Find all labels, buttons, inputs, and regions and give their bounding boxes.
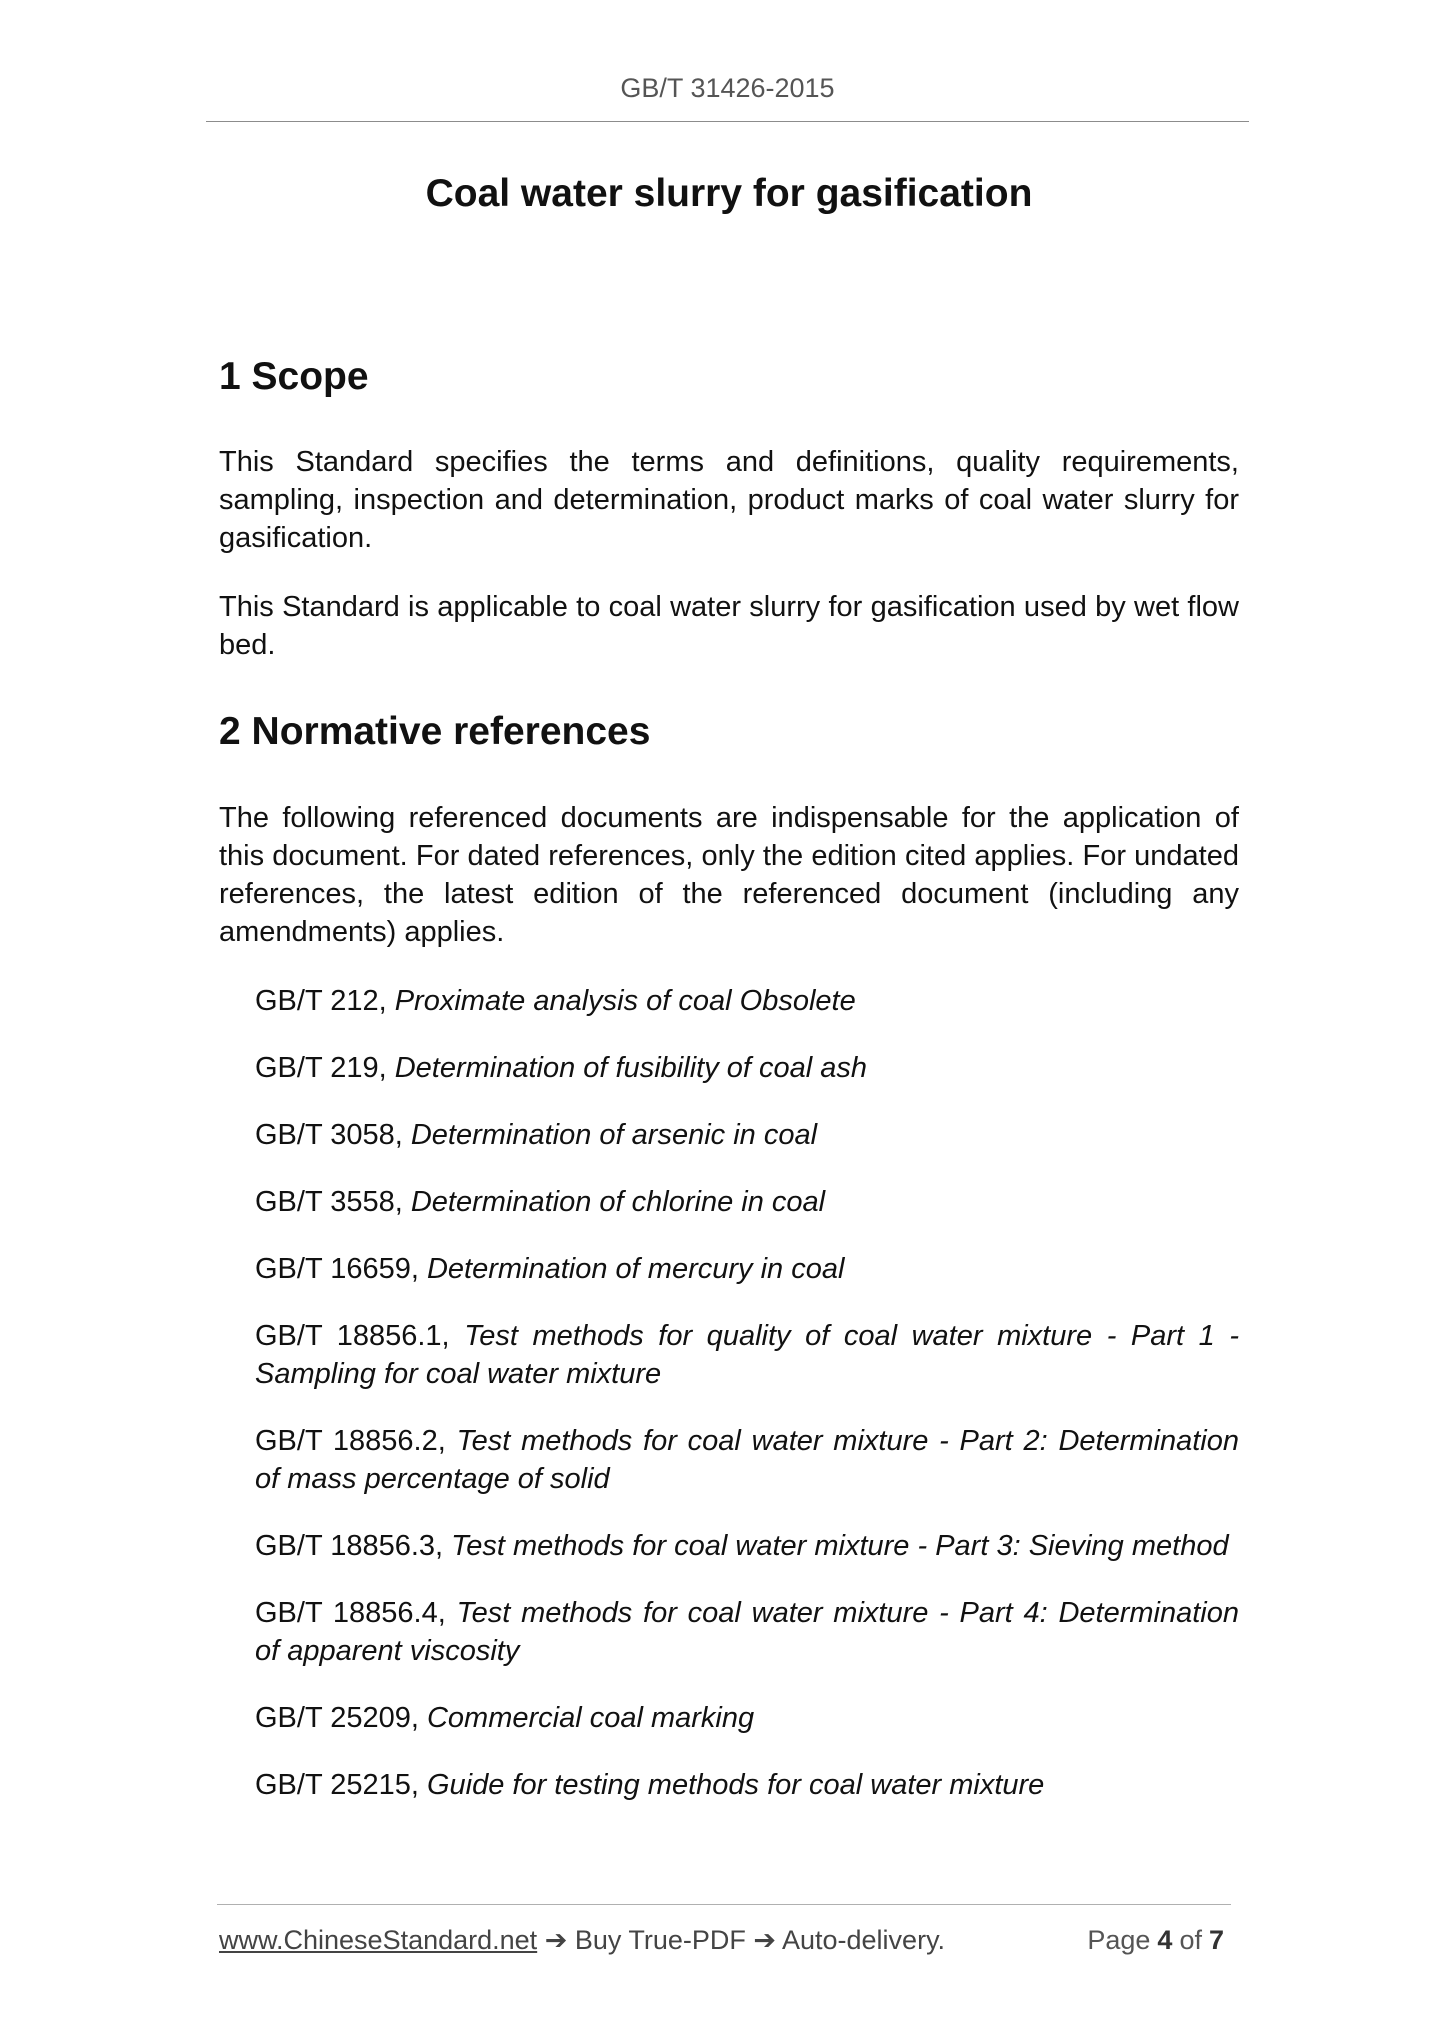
reference-title: Determination of mercury in coal — [426, 1253, 845, 1285]
footer-divider — [217, 1904, 1231, 1905]
footer-tagline: ➔ Buy True-PDF ➔ Auto-delivery. — [537, 1925, 946, 1955]
reference-title: Determination of arsenic in coal — [410, 1119, 818, 1151]
reference-title: Determination of fusibility of coal ash — [394, 1052, 868, 1084]
reference-title: Determination of chlorine in coal — [410, 1186, 826, 1218]
section-heading-normative-references: 2 Normative references — [219, 710, 651, 753]
reference-title: Guide for testing methods for coal water mixture — [426, 1769, 1045, 1801]
reference-item — [255, 1527, 1239, 1565]
reference-code: GB/T 18856.4, — [255, 1597, 446, 1629]
reference-title: Test methods for coal water mixture - Part 2: Determination of mass percentage of solid — [255, 1425, 1239, 1495]
header-standard-code: GB/T 31426-2015 — [620, 73, 835, 103]
reference-code: GB/T 16659, — [255, 1253, 419, 1285]
reference-item — [255, 1250, 1239, 1288]
reference-code: GB/T 3058, — [255, 1119, 403, 1151]
reference-item — [255, 1766, 1239, 1804]
reference-item — [255, 982, 1239, 1020]
reference-code: GB/T 219, — [255, 1052, 387, 1084]
footer-site-link[interactable]: www.ChineseStandard.net — [219, 1925, 538, 1955]
reference-code: GB/T 3558, — [255, 1186, 403, 1218]
reference-item — [255, 1422, 1239, 1498]
reference-item — [255, 1183, 1239, 1221]
reference-code: GB/T 18856.3, — [255, 1530, 444, 1562]
scope-paragraph-2: This Standard is applicable to coal water slurry for gasification used by wet flow bed. — [219, 591, 1239, 661]
section-heading-scope: 1 Scope — [219, 355, 369, 398]
reference-item — [255, 1049, 1239, 1087]
reference-code: GB/T 25215, — [255, 1769, 419, 1801]
reference-code: GB/T 18856.1, — [255, 1320, 450, 1352]
reference-title: Test methods for coal water mixture - Part 3: Sieving method — [451, 1530, 1229, 1562]
normative-references-paragraph: The following referenced documents are indispensable for the application of this document. For dated references, only the edition cited applies. For undated references, the latest edition of the referenced document (including any amendments) applies. — [219, 802, 1239, 948]
reference-item — [255, 1317, 1239, 1393]
page-current: 4 — [1157, 1925, 1173, 1955]
footer-promo — [219, 1922, 945, 1958]
reference-code: GB/T 25209, — [255, 1702, 419, 1734]
scope-paragraph-1: This Standard specifies the terms and definitions, quality requirements, sampling, inspection and determination, product marks of coal water slurry for gasification. — [219, 446, 1239, 554]
page-footer — [219, 1922, 1224, 1958]
reference-code: GB/T 18856.2, — [255, 1425, 446, 1457]
document-title: Coal water slurry for gasification — [425, 172, 1033, 215]
reference-title: Proximate analysis of coal Obsolete — [394, 985, 856, 1017]
reference-title: Test methods for coal water mixture - Part 4: Determination of apparent viscosity — [255, 1597, 1239, 1667]
reference-list — [219, 982, 1239, 1804]
reference-item — [255, 1594, 1239, 1670]
reference-title: Test methods for quality of coal water mixture - Part 1 - Sampling for coal water mixture — [255, 1320, 1240, 1390]
page-label: Page — [1087, 1925, 1151, 1955]
page-indicator — [1087, 1922, 1224, 1958]
reference-item — [255, 1116, 1239, 1154]
document-body — [219, 169, 1239, 1833]
page-total: 7 — [1208, 1925, 1224, 1955]
reference-title: Commercial coal marking — [426, 1702, 755, 1734]
reference-item — [255, 1699, 1239, 1737]
header-divider — [206, 121, 1249, 122]
page-of-label: of — [1179, 1925, 1202, 1955]
reference-code: GB/T 212, — [255, 985, 387, 1017]
